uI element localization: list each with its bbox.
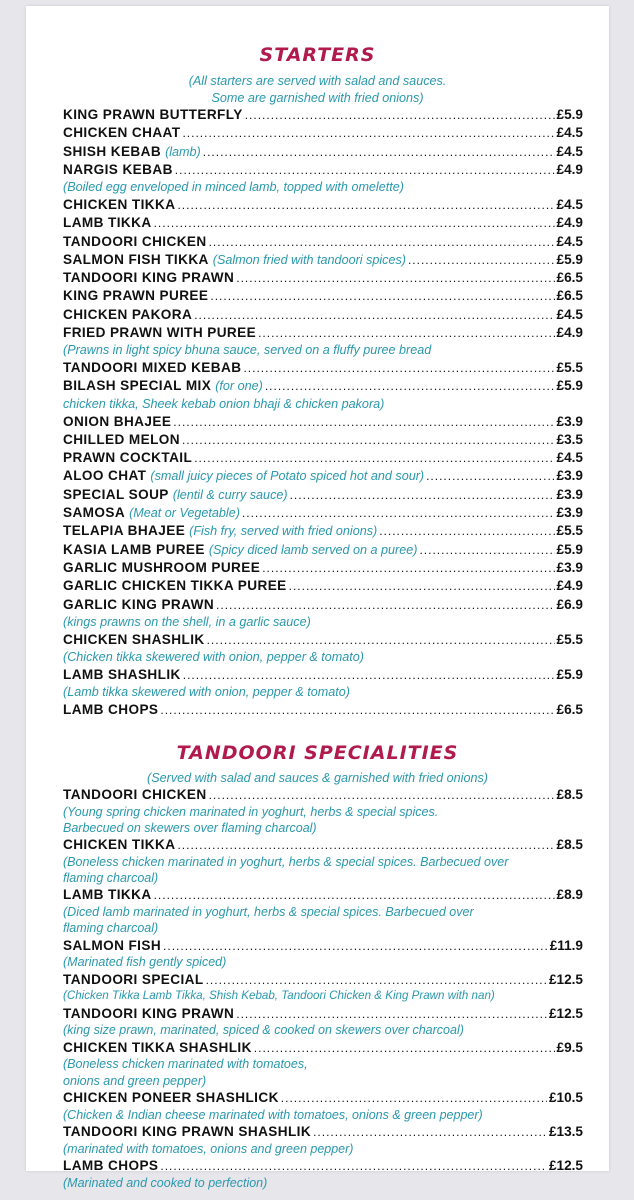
menu-item bbox=[63, 251, 583, 269]
dot-leader bbox=[262, 559, 554, 577]
menu-item bbox=[63, 786, 583, 804]
item-price: £4.5 bbox=[556, 143, 583, 159]
item-name: PRAWN COCKTAIL bbox=[63, 450, 193, 466]
menu-item bbox=[63, 377, 583, 395]
item-price: £5.9 bbox=[556, 107, 583, 122]
dot-leader bbox=[236, 1006, 547, 1023]
menu-item bbox=[63, 596, 583, 614]
item-name: TANDOORI SPECIAL bbox=[63, 971, 204, 987]
item-description: (marinated with tomatoes, onions and green pepper) bbox=[63, 1141, 354, 1156]
item-description: (Boneless chicken marinated in yoghurt, herbs & special spices. Barbecued over bbox=[63, 855, 509, 869]
item-price: £3.5 bbox=[556, 431, 583, 447]
item-description: (Diced lamb marinated in yoghurt, herbs & special spices. Barbecued over bbox=[63, 905, 474, 920]
starters-intro bbox=[26, 73, 609, 106]
item-price: £5.5 bbox=[556, 631, 583, 647]
item-description: (kings prawns on the shell, in a garlic sauce) bbox=[63, 614, 311, 629]
item-price: £6.5 bbox=[556, 701, 583, 717]
dot-leader bbox=[313, 1124, 547, 1141]
item-description: onions and green pepper) bbox=[63, 1073, 207, 1088]
item-price: £4.5 bbox=[556, 196, 583, 212]
item-name: CHICKEN CHAAT bbox=[63, 125, 181, 141]
menu-item bbox=[63, 836, 583, 854]
item-price: £10.5 bbox=[548, 1089, 583, 1105]
dot-leader bbox=[182, 124, 554, 142]
item-price: £13.5 bbox=[548, 1123, 583, 1139]
item-name: CHICKEN TIKKA bbox=[63, 196, 176, 212]
menu-item bbox=[63, 161, 583, 179]
dot-leader bbox=[175, 161, 555, 179]
menu-item bbox=[63, 124, 583, 142]
item-name: CHICKEN TIKKA SHASHLIK bbox=[63, 1039, 252, 1055]
menu-item bbox=[63, 413, 583, 431]
starters-intro-line-1: (All starters are served with salad and sauces. bbox=[188, 74, 447, 88]
item-price: £12.5 bbox=[548, 1157, 583, 1173]
item-name: TANDOORI CHICKEN bbox=[63, 787, 207, 802]
dot-leader bbox=[194, 449, 554, 467]
item-price: £5.9 bbox=[556, 666, 583, 682]
menu-item bbox=[63, 306, 583, 324]
menu-item bbox=[63, 541, 583, 559]
item-price: £3.9 bbox=[556, 413, 583, 429]
item-name: LAMB TIKKA bbox=[63, 215, 152, 231]
item-price: £3.9 bbox=[556, 486, 583, 502]
tandoori-intro: (Served with salad and sauces & garnished with fried onions) bbox=[147, 771, 488, 785]
dot-leader bbox=[154, 887, 555, 904]
dot-leader bbox=[281, 1090, 547, 1107]
menu-item bbox=[63, 666, 583, 684]
item-name: CHICKEN PONEER SHASHLICK bbox=[63, 1089, 279, 1105]
item-price: £6.5 bbox=[556, 288, 583, 304]
menu-item bbox=[63, 886, 583, 904]
menu-item bbox=[63, 486, 583, 504]
dot-leader bbox=[160, 1158, 547, 1175]
item-name: BILASH SPECIAL MIX bbox=[63, 378, 212, 394]
dot-leader bbox=[177, 196, 554, 214]
dot-leader bbox=[258, 324, 554, 342]
item-name: FRIED PRAWN WITH PUREE bbox=[63, 325, 257, 341]
item-price: £6.9 bbox=[556, 596, 583, 612]
item-name: TANDOORI KING PRAWN SHASHLIK bbox=[63, 1123, 312, 1139]
dot-leader bbox=[209, 787, 555, 804]
item-name: LAMB CHOPS bbox=[63, 701, 159, 717]
menu-item bbox=[63, 577, 583, 595]
dot-leader bbox=[236, 269, 554, 287]
menu-item bbox=[63, 701, 583, 719]
item-name: LAMB TIKKA bbox=[63, 887, 152, 903]
menu-item bbox=[63, 1005, 583, 1023]
item-description: (Chicken & Indian cheese marinated with tomatoes, onions & green pepper) bbox=[63, 1107, 483, 1122]
menu-item bbox=[63, 522, 583, 540]
item-price: £5.9 bbox=[556, 251, 583, 267]
item-description: Barbecued on skewers over flaming charcoal) bbox=[63, 821, 317, 835]
dot-leader bbox=[210, 287, 554, 305]
item-name: TANDOORI MIXED KEBAB bbox=[63, 360, 242, 376]
item-name: SPECIAL SOUP bbox=[63, 486, 169, 502]
menu-item bbox=[63, 214, 583, 232]
dot-leader bbox=[203, 143, 555, 161]
item-name: CHICKEN PAKORA bbox=[63, 306, 193, 322]
item-name: TANDOORI KING PRAWN bbox=[63, 270, 235, 286]
item-note: (for one) bbox=[215, 379, 263, 394]
dot-leader bbox=[154, 214, 555, 232]
item-price: £4.9 bbox=[556, 325, 583, 341]
dot-leader bbox=[426, 467, 554, 485]
item-price: £8.5 bbox=[556, 787, 583, 802]
menu-item bbox=[63, 631, 583, 649]
item-description: (Young spring chicken marinated in yoghurt, herbs & special spices. bbox=[63, 804, 439, 819]
dot-leader bbox=[216, 596, 554, 614]
menu-item bbox=[63, 143, 583, 161]
item-name: LAMB CHOPS bbox=[63, 1157, 159, 1173]
item-name: SAMOSA bbox=[63, 505, 126, 521]
item-price: £6.5 bbox=[556, 270, 583, 286]
item-name: CHICKEN SHASHLIK bbox=[63, 631, 205, 647]
item-price: £3.9 bbox=[556, 468, 583, 484]
item-price: £3.9 bbox=[556, 505, 583, 521]
item-note: (Fish fry, served with fried onions) bbox=[189, 524, 378, 539]
dot-leader bbox=[242, 504, 555, 522]
item-description: flaming charcoal) bbox=[63, 871, 159, 886]
dot-leader bbox=[243, 359, 554, 377]
item-price: £4.9 bbox=[556, 161, 583, 177]
item-description: (Boiled egg enveloped in minced lamb, topped with omelette) bbox=[63, 180, 404, 195]
item-name: GARLIC CHICKEN TIKKA PUREE bbox=[63, 578, 287, 594]
dot-leader bbox=[177, 837, 554, 854]
item-description: (Prawns in light spicy bhuna sauce, served on a fluffy puree bread bbox=[63, 343, 432, 358]
tandoori-list bbox=[63, 786, 583, 1191]
menu-item bbox=[63, 431, 583, 449]
dot-leader bbox=[209, 233, 555, 251]
item-price: £8.5 bbox=[556, 837, 583, 853]
item-price: £9.5 bbox=[556, 1039, 583, 1055]
menu-item bbox=[63, 504, 583, 522]
dot-leader bbox=[207, 631, 555, 649]
dot-leader bbox=[173, 413, 554, 431]
item-note: (Meat or Vegetable) bbox=[129, 506, 240, 521]
item-price: £12.5 bbox=[548, 1005, 583, 1021]
item-name: TANDOORI KING PRAWN bbox=[63, 1005, 235, 1021]
item-name: TANDOORI CHICKEN bbox=[63, 233, 207, 249]
item-name: ONION BHAJEE bbox=[63, 413, 172, 429]
tandoori-heading: TANDOORI SPECIALITIES bbox=[176, 742, 459, 764]
menu-item bbox=[63, 971, 583, 989]
menu-item bbox=[63, 559, 583, 577]
item-note: (Spicy diced lamb served on a puree) bbox=[208, 542, 418, 557]
item-price: £4.5 bbox=[556, 306, 583, 322]
menu-item bbox=[63, 467, 583, 485]
item-price: £5.9 bbox=[556, 541, 583, 557]
item-price: £11.9 bbox=[549, 937, 583, 953]
item-price: £4.5 bbox=[556, 233, 583, 249]
menu-item bbox=[63, 1157, 583, 1175]
item-name: TELAPIA BHAJEE bbox=[63, 523, 186, 539]
item-description: (Boneless chicken marinated with tomatoes, bbox=[63, 1057, 308, 1072]
menu-item bbox=[63, 324, 583, 342]
item-name: CHILLED MELON bbox=[63, 431, 180, 447]
item-description: (king size prawn, marinated, spiced & cooked on skewers over charcoal) bbox=[63, 1023, 464, 1038]
dot-leader bbox=[245, 106, 555, 124]
item-name: GARLIC MUSHROOM PUREE bbox=[63, 559, 261, 575]
dot-leader bbox=[206, 972, 547, 989]
dot-leader bbox=[379, 522, 554, 540]
dot-leader bbox=[160, 701, 554, 719]
menu-item bbox=[63, 1089, 583, 1107]
item-name: ALOO CHAT bbox=[63, 468, 147, 484]
item-price: £5.9 bbox=[556, 378, 583, 394]
item-name: LAMB SHASHLIK bbox=[63, 666, 181, 682]
dot-leader bbox=[408, 251, 555, 269]
item-description: chicken tikka, Sheek kebab onion bhaji & chicken pakora) bbox=[63, 396, 385, 411]
item-price: £4.9 bbox=[556, 215, 583, 231]
item-name: CHICKEN TIKKA bbox=[63, 837, 176, 853]
item-name: NARGIS KEBAB bbox=[63, 161, 173, 177]
menu-item bbox=[63, 359, 583, 377]
item-description: (Marinated and cooked to perfection) bbox=[63, 1175, 268, 1190]
item-price: £5.5 bbox=[556, 360, 583, 376]
dot-leader bbox=[289, 577, 555, 595]
starters-intro-line-2: Some are garnished with fried onions) bbox=[211, 90, 424, 105]
dot-leader bbox=[182, 431, 555, 449]
dot-leader bbox=[163, 938, 548, 955]
menu-item bbox=[63, 106, 583, 124]
item-note: (lamb) bbox=[165, 144, 201, 159]
menu-item bbox=[63, 287, 583, 305]
item-name: KING PRAWN PUREE bbox=[63, 288, 209, 304]
item-note: (Salmon fried with tandoori spices) bbox=[212, 252, 406, 267]
menu-item bbox=[63, 1039, 583, 1057]
item-name: KING PRAWN BUTTERFLY bbox=[63, 107, 243, 122]
item-name: SALMON FISH TIKKA bbox=[63, 251, 209, 267]
menu-item bbox=[63, 233, 583, 251]
menu-page bbox=[26, 6, 609, 1190]
item-price: £4.9 bbox=[556, 578, 583, 594]
item-price: £5.5 bbox=[556, 523, 583, 539]
item-price: £8.9 bbox=[556, 887, 583, 903]
item-price: £12.5 bbox=[548, 971, 583, 987]
item-description: (Marinated fish gently spiced) bbox=[63, 955, 227, 970]
item-name: SALMON FISH bbox=[63, 937, 162, 953]
item-description: (Chicken Tikka Lamb Tikka, Shish Kebab, Tandoori Chicken & King Prawn with nan) bbox=[63, 989, 495, 1003]
dot-leader bbox=[194, 306, 554, 324]
dot-leader bbox=[265, 377, 555, 395]
item-price: £4.5 bbox=[556, 450, 583, 466]
item-description: flaming charcoal) bbox=[63, 921, 159, 936]
dot-leader bbox=[290, 486, 555, 504]
dot-leader bbox=[419, 541, 554, 559]
item-name: KASIA LAMB PUREE bbox=[63, 541, 205, 557]
dot-leader bbox=[254, 1040, 555, 1057]
menu-item bbox=[63, 449, 583, 467]
starters-heading: STARTERS bbox=[259, 44, 376, 66]
dot-leader bbox=[183, 666, 555, 684]
item-note: (small juicy pieces of Potato spiced hot and sour) bbox=[150, 469, 425, 484]
item-description: (Lamb tikka skewered with onion, pepper & tomato) bbox=[63, 685, 350, 699]
starters-list bbox=[63, 106, 583, 719]
menu-item bbox=[63, 269, 583, 287]
menu-item bbox=[63, 1123, 583, 1141]
item-name: SHISH KEBAB bbox=[63, 143, 162, 159]
menu-item bbox=[63, 937, 583, 955]
item-name: GARLIC KING PRAWN bbox=[63, 596, 215, 612]
item-price: £3.9 bbox=[556, 559, 583, 575]
menu-item bbox=[63, 196, 583, 214]
item-price: £4.5 bbox=[556, 125, 583, 141]
item-note: (lentil & curry sauce) bbox=[172, 487, 288, 502]
item-description: (Chicken tikka skewered with onion, pepper & tomato) bbox=[63, 649, 364, 664]
